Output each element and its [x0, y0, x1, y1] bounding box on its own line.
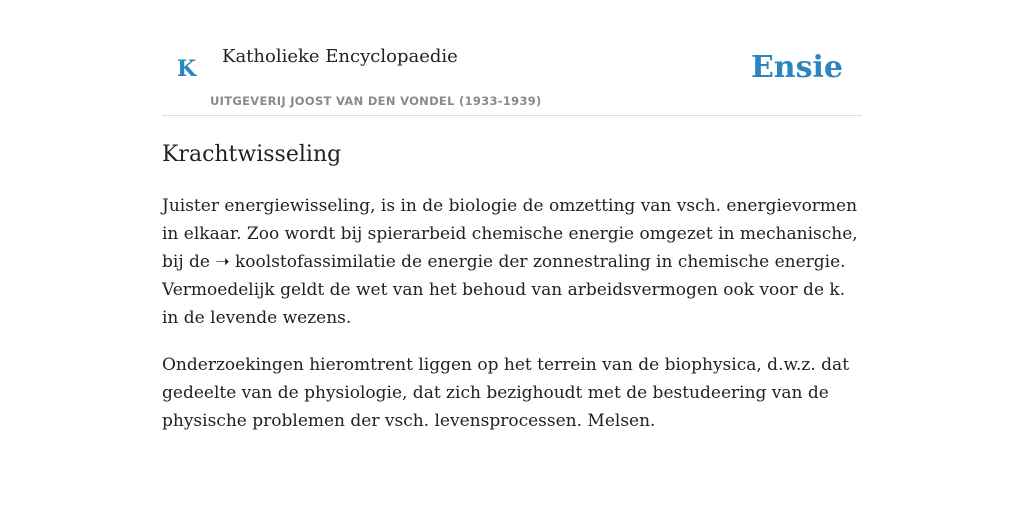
brand-logo[interactable]: Ensie	[750, 50, 843, 85]
site-title[interactable]: Katholieke Encyclopaedie	[222, 46, 458, 67]
article-paragraph: Onderzoekingen hieromtrent liggen op het terrein van de biophysica, d.w.z. dat gedeelte van de physiologie, dat zich bezighoudt met de bestudeering van de physische problemen der vsch. levensprocessen. Melsen.	[162, 355, 850, 431]
article-title: Krachtwisseling	[162, 142, 342, 167]
page	[162, 0, 862, 435]
article-paragraph: Juister energiewisseling, is in de biologie de omzetting van vsch. energievormen in elkaar. Zoo wordt bij spierarbeid chemische energie omgezet in mechanische, bij de ➝ koolstofassimilatie de energie der zonnestraling in chemische energie. Vermoedelijk geldt de wet van het behoud van arbeidsvermogen ook voor de k. in de levende wezens.	[162, 196, 858, 328]
site-logo[interactable]: K	[177, 56, 197, 82]
site-header	[162, 44, 862, 116]
publisher-subtitle: UITGEVERIJ JOOST VAN DEN VONDEL (1933-1939)	[210, 94, 542, 108]
